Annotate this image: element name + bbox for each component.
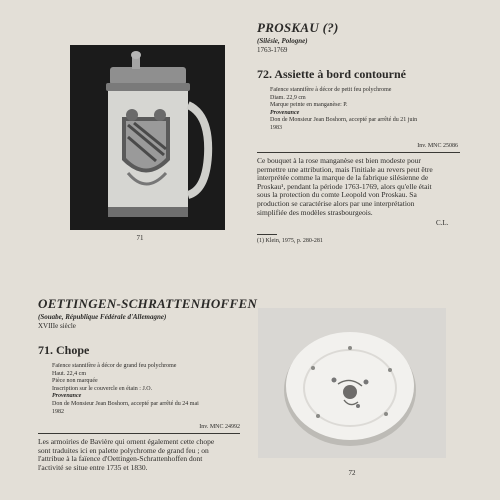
photo-72-caption: 72 — [348, 469, 356, 477]
section-heading-oettingen: OETTINGEN-SCHRATTENHOFFEN — [38, 296, 258, 311]
body-line: Ce bouquet à la rose manganèse est bien modeste pour — [257, 156, 421, 165]
photo-71-stein — [70, 45, 225, 230]
item-title-71: 71. Chope — [38, 343, 90, 357]
body-line: production se caractérise alors par une interprétation — [257, 198, 415, 208]
body-line: sous la protection du comte Leopold von Proskau. Sa — [257, 190, 417, 200]
body-line: Les armoiries de Bavière qui ornent également cette chope — [38, 437, 215, 446]
spec-line: Faïence stannifère à décor de grand feu polychrome — [52, 363, 177, 369]
section-dates-proskau: 1763-1769 — [257, 46, 288, 54]
spec-line: Pièce non marquée — [52, 378, 98, 385]
spec-line: Don de Monsieur Jean Boshorn, accepté par arrêté du 21 juin — [270, 117, 418, 124]
divider — [257, 152, 460, 153]
spec-line: Faïence stannifère à décor de petit feu polychrome — [270, 87, 392, 93]
section-region-proskau: (Silésie, Pologne) — [257, 37, 308, 45]
spec-line: Inscription sur le couvercle en étain : J.O. — [52, 385, 153, 392]
item-title-72: 72. Assiette à bord contourné — [257, 67, 406, 81]
photo-71-caption: 71 — [136, 234, 144, 242]
divider — [38, 433, 240, 434]
section-region-oettingen: (Souabe, République Fédérale d'Allemagne) — [38, 313, 167, 321]
spec-line: 1982 — [52, 408, 64, 415]
inventory-72: Inv. MNC 25086 — [417, 143, 458, 149]
spec-line: Marque peinte en manganèse: P. — [270, 102, 348, 109]
inventory-71: Inv. MNC 24992 — [199, 424, 240, 430]
item-specs-71 — [52, 363, 199, 416]
body-text-72 — [257, 157, 460, 217]
body-text-71 — [38, 438, 240, 472]
body-line: simplifiée des modèles strasbourgeois. — [257, 207, 373, 217]
spec-line: Provenance — [52, 393, 82, 400]
section-dates-oettingen: XVIIIe siècle — [38, 322, 76, 330]
spec-line: Diam. 22,9 cm — [270, 94, 306, 101]
signature: C.L. — [436, 219, 449, 227]
body-line: Proskau¹, pendant la période 1763-1769, alors qu'elle était — [257, 181, 432, 191]
body-line: l'attribue à la faïence d'Oettingen-Schrattenhoffen dont — [38, 454, 203, 464]
body-line: permettre une attribution, mais l'initiale au revers peut être — [257, 164, 433, 174]
footnote-rule — [257, 234, 277, 235]
section-heading-proskau: PROSKAU (?) — [257, 20, 339, 35]
photo-72-plate — [258, 308, 446, 458]
spec-line: Provenance — [270, 109, 300, 116]
body-line: sont traduites ici en palette polychrome de grand feu ; on — [38, 445, 209, 455]
body-line: interprétée comme la marque de la fabrique silésienne de — [257, 173, 429, 183]
spec-line: 1983 — [270, 124, 282, 131]
spec-line: Don de Monsieur Jean Boshorn, accepté par arrêté du 24 mai — [52, 400, 199, 407]
body-line: l'activité se situe entre 1735 et 1830. — [38, 462, 148, 472]
item-specs-72 — [270, 87, 417, 133]
footnote: (1) Klein, 1975, p. 280-281 — [257, 238, 323, 244]
spec-line: Haut. 22,4 cm — [52, 370, 86, 377]
